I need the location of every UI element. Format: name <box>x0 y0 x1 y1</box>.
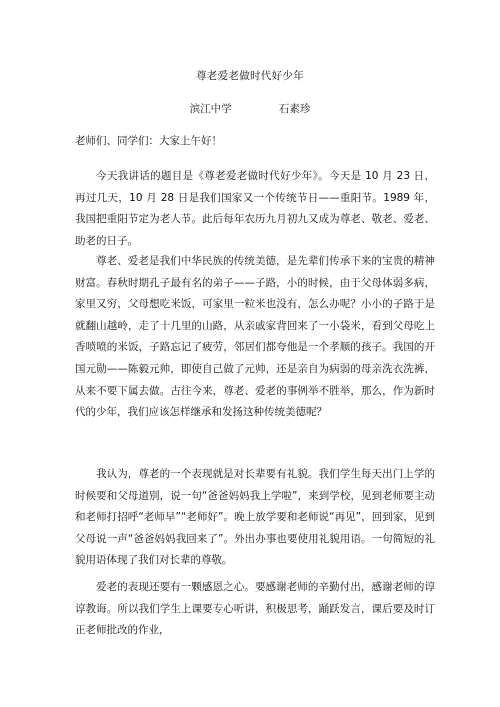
byline <box>0 101 500 116</box>
document-title: 尊老爱老做时代好少年 <box>196 70 304 82</box>
paragraph-3: 我认为，尊老的一个表现就是对长辈要有礼貌。我们学生每天出门上学的时候要和父母道别，说一句“爸爸妈妈我上学啦”，来到学校，见到老师要主动和老师打招呼“老师早”“老师好”。晚上放学要和老师说“再见”，回到家，见到父母说一声“爸爸妈妈我回来了”。外出办事也要使用礼貌用语。一句简短的礼貌用语体现了我们对长辈的尊敬。 <box>75 468 435 567</box>
paragraph-2: 尊老、爱老是我们中华民族的传统美德，是先辈们传承下来的宝贵的精神财富。春秋时期孔子最有名的弟子——子路，小的时候，由于父母体弱多病，家里又穷，父母想吃米饭，可家里一粒米也没有，怎么办呢？小小的子路于是就翻山越岭，走了十几里的山路，从亲戚家背回来了一小袋米，看到父母吃上香喷喷的米饭，子路忘记了疲劳，邻居们都夸他是一个孝顺的孩子。我国的开国元勋——陈毅元帅，即使自己做了元帅，还是亲自为病弱的母亲洗衣洗裤，从来不要下属去做。古往今来，尊老、爱老的事例举不胜举，那么，作为新时代的少年，我们应该怎样继承和发扬这种传统美德呢？ <box>75 255 435 419</box>
greeting: 老师们、同学们：大家上午好！ <box>75 135 222 147</box>
paragraph-4: 爱老的表现还要有一颗感恩之心。要感谢老师的辛勤付出，感谢老师的谆谆教诲。所以我们学生上课要专心听讲，积极思考，踊跃发言，课后要及时订正老师批改的作业， <box>75 581 435 637</box>
author-name: 石素珍 <box>278 103 311 115</box>
paragraph-1: 今天我讲话的题目是《尊老爱老做时代好少年》。今天是 10 月 23 日，再过几天，10 月 28 日是我们国家又一个传统节日——重阳节。1989 年，我国把重阳节定为老人节。此后每年农历九月初九又成为尊老、敬老、爱老、助老的日子。 <box>75 170 435 247</box>
school-name: 滨江中学 <box>189 103 232 115</box>
